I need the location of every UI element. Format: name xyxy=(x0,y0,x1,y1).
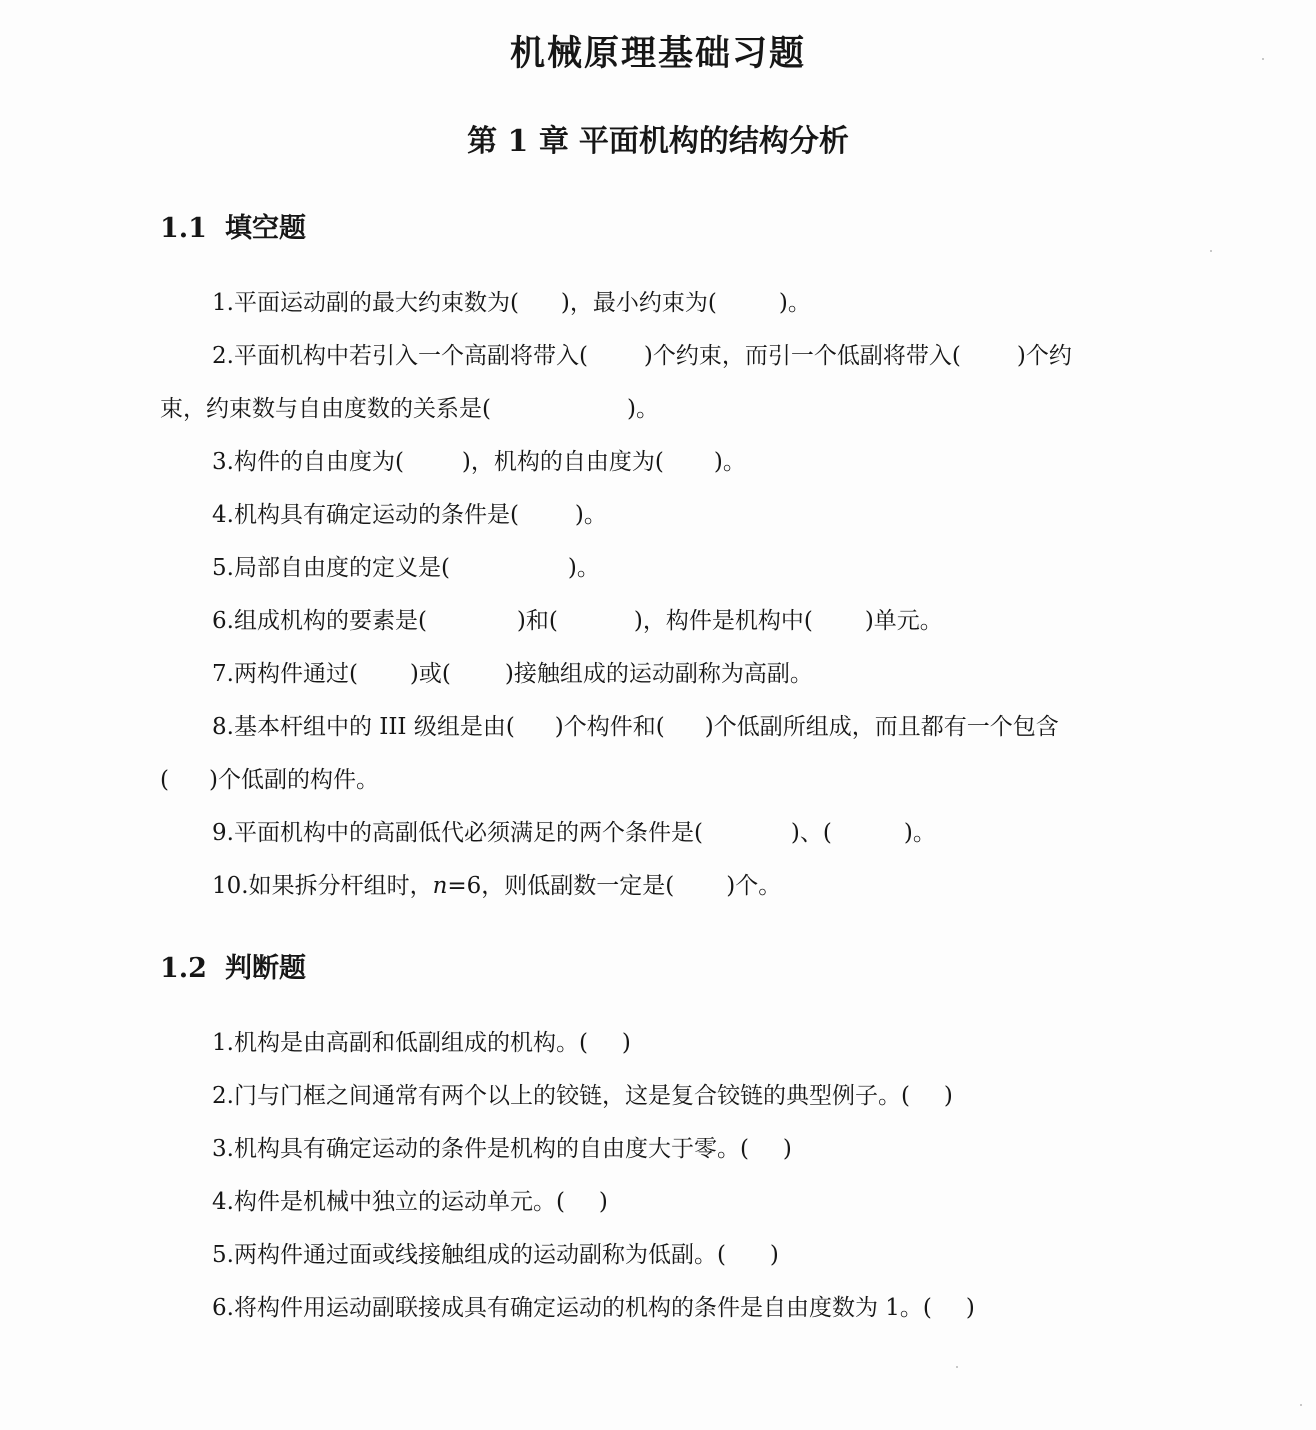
question-judge-3: 3.机构具有确定运动的条件是机构的自由度大于零。( ) xyxy=(212,1136,792,1162)
scan-speck xyxy=(1300,1404,1302,1406)
question-fill-8-continued: ( )个低副的构件。 xyxy=(160,767,379,793)
question-fill-6: 6.组成机构的要素是( )和( )，构件是机构中( )单元。 xyxy=(212,608,943,634)
question-judge-4: 4.构件是机械中独立的运动单元。( ) xyxy=(212,1189,608,1215)
question-fill-9: 9.平面机构中的高副低代必须满足的两个条件是( )、( )。 xyxy=(212,820,936,846)
scan-speck xyxy=(956,1366,958,1368)
question-fill-10: 10.如果拆分杆组时，n=6，则低副数一定是( )个。 xyxy=(212,873,782,899)
scan-speck xyxy=(1262,58,1264,60)
question-fill-4: 4.机构具有确定运动的条件是( )。 xyxy=(212,502,607,528)
question-fill-2: 2.平面机构中若引入一个高副将带入( )个约束，而引一个低副将带入( )个约 xyxy=(212,343,1072,369)
question-fill-2-continued: 束，约束数与自由度数的关系是( )。 xyxy=(160,396,659,422)
question-judge-6: 6.将构件用运动副联接成具有确定运动的机构的条件是自由度数为 1。( ) xyxy=(212,1295,975,1321)
section-heading-fill-blank xyxy=(160,206,306,245)
question-judge-1: 1.机构是由高副和低副组成的机构。( ) xyxy=(212,1030,631,1056)
chapter-name: 平面机构的结构分析 xyxy=(578,124,849,159)
question-fill-5: 5.局部自由度的定义是( )。 xyxy=(212,555,600,581)
question-fill-1: 1.平面运动副的最大约束数为( )，最小约束为( )。 xyxy=(212,290,811,316)
section-heading-true-false xyxy=(160,946,306,985)
section-title: 判断题 xyxy=(224,953,306,984)
question-judge-2: 2.门与门框之间通常有两个以上的铰链，这是复合铰链的典型例子。( ) xyxy=(212,1083,953,1109)
question-fill-7: 7.两构件通过( )或( )接触组成的运动副称为高副。 xyxy=(212,661,813,687)
chapter-number: 第 1 章 xyxy=(467,124,569,159)
question-judge-5: 5.两构件通过面或线接触组成的运动副称为低副。( ) xyxy=(212,1242,779,1268)
section-number: 1.2 xyxy=(160,953,207,984)
chapter-title xyxy=(0,116,1316,160)
section-number: 1.1 xyxy=(160,213,207,244)
document-title: 机械原理基础习题 xyxy=(509,33,806,74)
section-title: 填空题 xyxy=(224,213,306,244)
question-fill-3: 3.构件的自由度为( )，机构的自由度为( )。 xyxy=(212,449,746,475)
question-fill-8: 8.基本杆组中的 III 级组是由( )个构件和( )个低副所组成，而且都有一个包含 xyxy=(212,714,1059,740)
variable-n: n xyxy=(432,873,448,899)
scan-speck xyxy=(1210,250,1212,252)
